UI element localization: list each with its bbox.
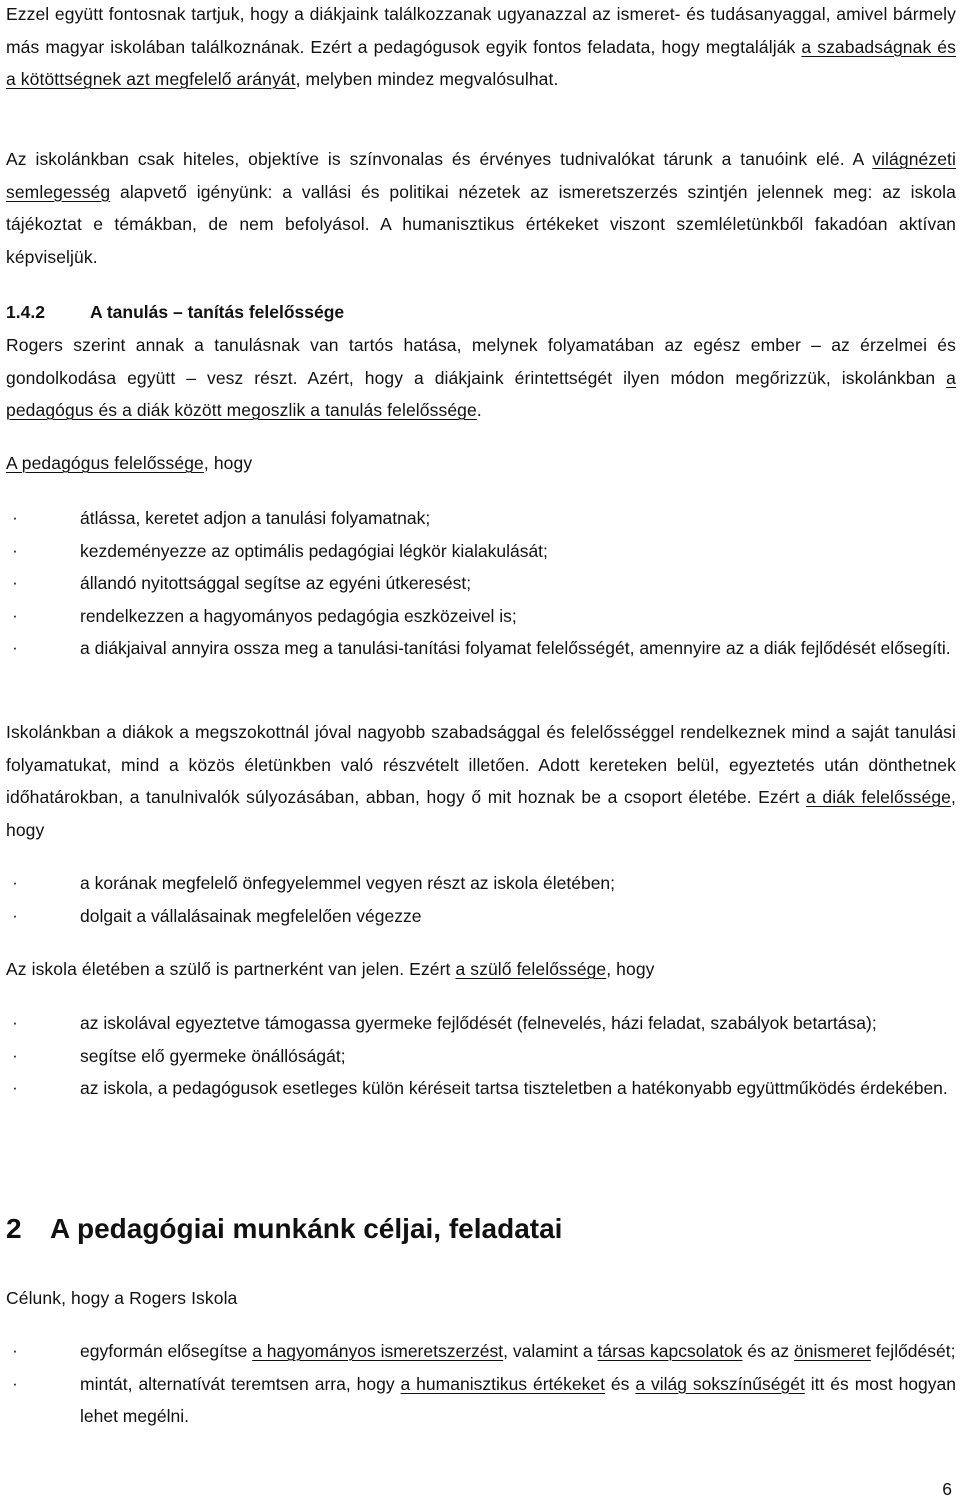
underlined-phrase: a szülő felelőssége: [455, 959, 607, 979]
text: , hogy: [6, 787, 956, 840]
teacher-responsibility-list: [6, 502, 956, 665]
chapter-title: A pedagógiai munkánk céljai, feladatai: [50, 1213, 563, 1244]
paragraph-parent-intro: [6, 953, 956, 986]
bullet-icon: ·: [12, 1373, 18, 1393]
bullet-icon: ·: [12, 573, 18, 592]
bullet-icon: ·: [12, 905, 18, 925]
text: és az: [742, 1341, 794, 1361]
text: , valamint a: [503, 1341, 598, 1361]
underlined-phrase: a pedagógus és a diák között megoszlik a tanulás felelőssége: [6, 367, 956, 420]
list-item-text: átlássa, keretet adjon a tanulási folyamatnak;: [80, 508, 431, 528]
chapter-number: 2: [6, 1213, 22, 1244]
list-item: [6, 502, 956, 535]
list-item-text: dolgait a vállalásainak megfelelően végezze: [80, 905, 422, 926]
section-title: A tanulás – tanítás felelőssége: [90, 302, 345, 322]
paragraph-freedom-balance: [6, 0, 956, 96]
list-item: [6, 1007, 956, 1040]
text: alapvető igényünk: a vallási és politikai nézetek az ismeretszerzés szintjén jelennek meg: az iskola tájékoztat e témákban, de nem befolyásol. A humanisztikus értékeket viszont szemléletünkből fakadóan aktívan képviseljük.: [6, 181, 956, 267]
text: Iskolánkban a diákok a megszokottnál jóval nagyobb szabadsággal és felelősséggel rendelkeznek mind a saját tanulási folyamatukat, mind a közös életünkben való részvételt illetően. Adott kereteken belül, egyeztetés után dönthetnek időhatárokban, a tanulnivalók súlyozásában, abban, hogy ő mit hoznak be a csoport életébe. Ezért: [6, 722, 956, 807]
list-item: [6, 632, 956, 665]
list-item-text: az iskola, a pedagógusok esetleges külön kéréseit tartsa tiszteletben a hatékonyabb együttműködés érdekében.: [80, 1078, 948, 1098]
underlined-phrase: A pedagógus felelőssége: [6, 453, 204, 473]
text: .: [476, 400, 482, 420]
bullet-icon: ·: [12, 638, 18, 657]
paragraph-student-freedom: [6, 716, 956, 846]
bullet-icon: ·: [12, 540, 18, 560]
parent-responsibility-list: [6, 1007, 956, 1105]
list-item: [6, 1368, 956, 1433]
list-item-text: kezdeményezze az optimális pedagógiai légkör kialakulását;: [80, 540, 548, 561]
bullet-icon: ·: [12, 1045, 18, 1065]
text: , hogy: [606, 959, 655, 979]
section-number: 1.4.2: [6, 302, 45, 322]
text: Az iskola életében a szülő is partnerként van jelen. Ezért: [6, 959, 456, 979]
underlined-phrase: világnézeti semlegesség: [6, 149, 956, 202]
underlined-phrase: a hagyományos ismeretszerzést: [252, 1341, 504, 1361]
underlined-phrase: a szabadságnak és a kötöttségnek azt megfelelő arányát: [6, 36, 956, 89]
list-item-text: rendelkezzen a hagyományos pedagógia eszközeivel is;: [80, 605, 517, 626]
chapter-heading-2: [6, 1211, 562, 1247]
text: Ezzel együtt fontosnak tartjuk, hogy a diákjaink találkozzanak ugyanazzal az ismeret- és tudásanyaggal, amivel bármely más magyar iskolában találkoznának. Ezért a pedagógusok egyik fontos feladata, hogy megtalálják: [6, 4, 956, 57]
paragraph-responsibility-shared: [6, 329, 956, 427]
bullet-icon: ·: [12, 1341, 18, 1360]
underlined-phrase: társas kapcsolatok: [597, 1341, 743, 1361]
list-item: [6, 567, 956, 600]
bullet-icon: ·: [12, 873, 18, 892]
list-item: [6, 600, 956, 633]
text: Célunk, hogy a Rogers Iskola: [6, 1288, 238, 1308]
list-item-text: az iskolával egyeztetve támogassa gyermeke fejlődését (felnevelés, házi feladat, szabályok betartása);: [80, 1013, 877, 1033]
text: mintát, alternatívát teremtsen arra, hogy: [80, 1373, 401, 1394]
paragraph-teacher-intro: [6, 447, 956, 480]
bullet-icon: ·: [12, 508, 18, 527]
student-responsibility-list: [6, 867, 956, 932]
paragraph-goal-intro: [6, 1282, 956, 1315]
list-item: [6, 900, 956, 933]
section-heading-1-4-2: [6, 296, 344, 328]
list-item: [6, 1040, 956, 1073]
list-item-text: a diákjaival annyira ossza meg a tanulási-tanítási folyamat felelősségét, amennyire az a diák fejlődését elősegíti.: [80, 638, 951, 658]
list-item: [6, 867, 956, 900]
text: Az iskolánkban csak hiteles, objektíve is színvonalas és érvényes tudnivalókat tárunk a tanuóink elé. A: [6, 149, 873, 169]
text: és: [604, 1373, 636, 1394]
list-item: [6, 1335, 956, 1368]
text: , melyben mindez megvalósulhat.: [295, 69, 559, 89]
underlined-phrase: önismeret: [794, 1341, 871, 1361]
page-number: 6: [942, 1479, 952, 1499]
text: Rogers szerint annak a tanulásnak van tartós hatása, melynek folyamatában az egész ember – az érzelmei és gondolkodása együtt – vesz részt. Azért, hogy a diákjaink érintettségét ilyen módon megőrizzük, iskolánkban: [6, 335, 956, 388]
text: egyformán elősegítse: [80, 1341, 253, 1361]
text: itt és most hogyan lehet megélni.: [80, 1373, 956, 1426]
list-item-text: állandó nyitottsággal segítse az egyéni útkeresést;: [80, 573, 472, 593]
list-item-text: segítse elő gyermeke önállóságát;: [80, 1045, 346, 1066]
bullet-icon: ·: [12, 605, 18, 625]
list-item: [6, 535, 956, 568]
text: fejlődését;: [870, 1341, 956, 1361]
underlined-phrase: a diák felelőssége: [806, 787, 952, 807]
list-item-text: a korának megfelelő önfegyelemmel vegyen részt az iskola életében;: [80, 873, 616, 893]
text: , hogy: [203, 453, 253, 473]
bullet-icon: ·: [12, 1078, 18, 1097]
underlined-phrase: a humanisztikus értékeket: [400, 1373, 605, 1394]
list-item: [6, 1072, 956, 1105]
paragraph-neutrality: [6, 143, 956, 273]
underlined-phrase: a világ sokszínűségét: [635, 1373, 805, 1394]
goal-list: [6, 1335, 956, 1433]
bullet-icon: ·: [12, 1013, 18, 1032]
